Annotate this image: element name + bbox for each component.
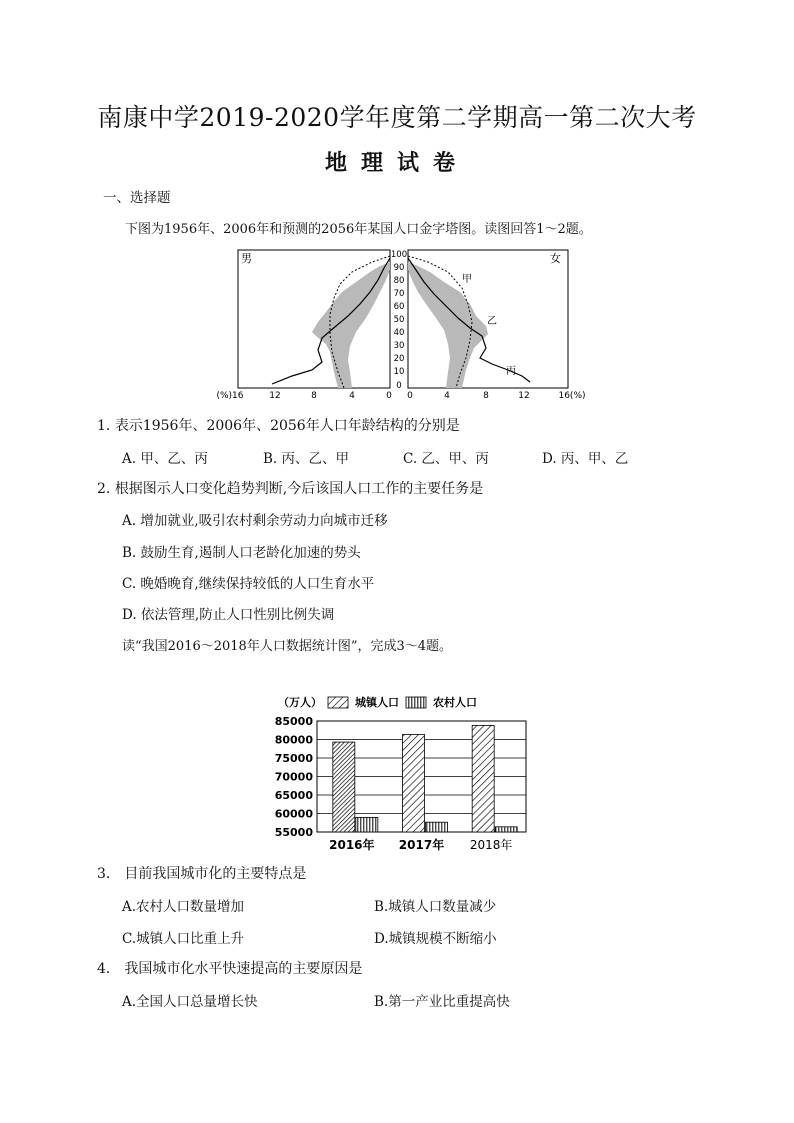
male-label: 男 <box>241 252 252 265</box>
age-tick: 40 <box>393 328 405 338</box>
question-2 <box>97 478 483 498</box>
x-tick: 8 <box>483 391 489 401</box>
q1-option-d[interactable]: D. 丙、甲、乙 <box>542 451 629 467</box>
question-number: 1. <box>97 418 111 434</box>
chart-intro: 读“我国2016～2018年人口数据统计图”，完成3～4题。 <box>122 639 453 654</box>
bar-urban <box>403 735 425 832</box>
q3-option-b[interactable]: B.城镇人口数量减少 <box>374 899 497 915</box>
age-tick: 60 <box>393 302 405 312</box>
y-tick-label: 80000 <box>274 733 313 747</box>
legend-swatch-rural <box>406 697 426 708</box>
x-tick: 0 <box>386 391 392 401</box>
question-text: 目前我国城市化的主要特点是 <box>124 866 307 882</box>
question-text: 我国城市化水平快速提高的主要原因是 <box>124 961 363 977</box>
x-tick: 12 <box>518 391 530 401</box>
question-text: 根据图示人口变化趋势判断,今后该国人口工作的主要任务是 <box>114 481 484 497</box>
x-tick: 0 <box>407 391 413 401</box>
q2-option-b[interactable]: B. 鼓励生育,遏制人口老龄化加速的势头 <box>122 545 361 561</box>
age-tick: 20 <box>393 354 405 364</box>
chart-unit-label: （万人） <box>278 696 322 709</box>
female-label: 女 <box>550 252 561 265</box>
x-axis-left <box>216 391 392 401</box>
question-number: 3． <box>97 866 120 882</box>
legend-label-rural: 农村人口 <box>433 696 477 709</box>
age-tick: 70 <box>393 289 405 299</box>
bar-urban <box>472 725 494 832</box>
x-tick-label: 2016年 <box>329 838 375 852</box>
curve-label-bing: 丙 <box>506 366 516 377</box>
q4-option-a[interactable]: A.全国人口总量增长快 <box>122 994 258 1010</box>
q3-option-d[interactable]: D.城镇规模不断缩小 <box>374 931 497 947</box>
question-4 <box>97 958 362 978</box>
bar-urban <box>333 742 355 832</box>
q2-option-c[interactable]: C. 晚婚晚育,继续保持较低的人口生育水平 <box>122 576 375 592</box>
curve-label-jia: 甲 <box>462 274 472 285</box>
question-number: 4． <box>97 961 120 977</box>
male-panel <box>238 250 390 388</box>
bar-rural <box>426 822 448 832</box>
age-tick: 0 <box>396 381 402 391</box>
y-tick-label: 60000 <box>274 807 313 821</box>
legend-swatch-urban <box>328 697 348 708</box>
q1-option-c[interactable]: C. 乙、甲、丙 <box>403 451 489 467</box>
x-tick: 8 <box>311 391 317 401</box>
question-number: 2. <box>97 481 111 497</box>
question-3 <box>97 863 306 883</box>
x-tick: 12 <box>269 391 281 401</box>
q2-option-d[interactable]: D. 依法管理,防止人口性别比例失调 <box>122 607 335 623</box>
population-pyramid <box>208 245 608 405</box>
legend-label-urban: 城镇人口 <box>355 696 399 709</box>
q1-option-a[interactable]: A. 甲、乙、丙 <box>122 451 208 467</box>
population-bar-chart <box>258 688 548 858</box>
age-tick: 30 <box>393 341 405 351</box>
question-1 <box>97 415 460 435</box>
x-tick: 16(%) <box>558 391 586 401</box>
y-tick-label: 70000 <box>274 770 313 784</box>
age-tick: 10 <box>393 367 405 377</box>
y-tick-label: 75000 <box>274 752 313 765</box>
section-heading: 一、选择题 <box>103 190 171 206</box>
age-tick: 50 <box>393 315 405 325</box>
q4-option-b[interactable]: B.第一产业比重提高快 <box>374 994 510 1010</box>
bar-rural <box>495 827 517 832</box>
x-tick-label: 2017年 <box>398 838 445 852</box>
q3-option-c[interactable]: C.城镇人口比重上升 <box>122 931 245 947</box>
y-tick-label: 65000 <box>274 789 313 802</box>
exam-title: 南康中学2019-2020学年度第二学期高一第二次大考 <box>97 103 697 132</box>
x-tick: (%)16 <box>216 391 244 401</box>
x-tick-label: 2018年 <box>469 838 513 852</box>
y-tick-label: 85000 <box>274 715 313 728</box>
x-axis-right <box>407 391 585 401</box>
age-tick: 80 <box>393 276 405 286</box>
age-tick: 90 <box>393 263 405 273</box>
curve-label-yi: 乙 <box>487 316 497 327</box>
q1-option-b[interactable]: B. 丙、乙、甲 <box>263 451 350 467</box>
age-axis <box>391 250 407 391</box>
bar-rural <box>356 817 378 832</box>
pyramid-intro: 下图为1956年、2006年和预测的2056年某国人口金字塔图。读图回答1～2题。 <box>125 222 592 237</box>
exam-subtitle: 地理试卷 <box>324 150 469 176</box>
y-tick-label: 55000 <box>274 826 313 839</box>
age-tick: 100 <box>390 250 408 260</box>
q2-option-a[interactable]: A. 增加就业,吸引农村剩余劳动力向城市迁移 <box>122 513 388 529</box>
x-tick: 4 <box>444 391 450 401</box>
x-tick: 4 <box>349 391 355 401</box>
question-text: 表示1956年、2006年、2056年人口年龄结构的分别是 <box>114 418 460 434</box>
q3-option-a[interactable]: A.农村人口数量增加 <box>122 899 245 915</box>
